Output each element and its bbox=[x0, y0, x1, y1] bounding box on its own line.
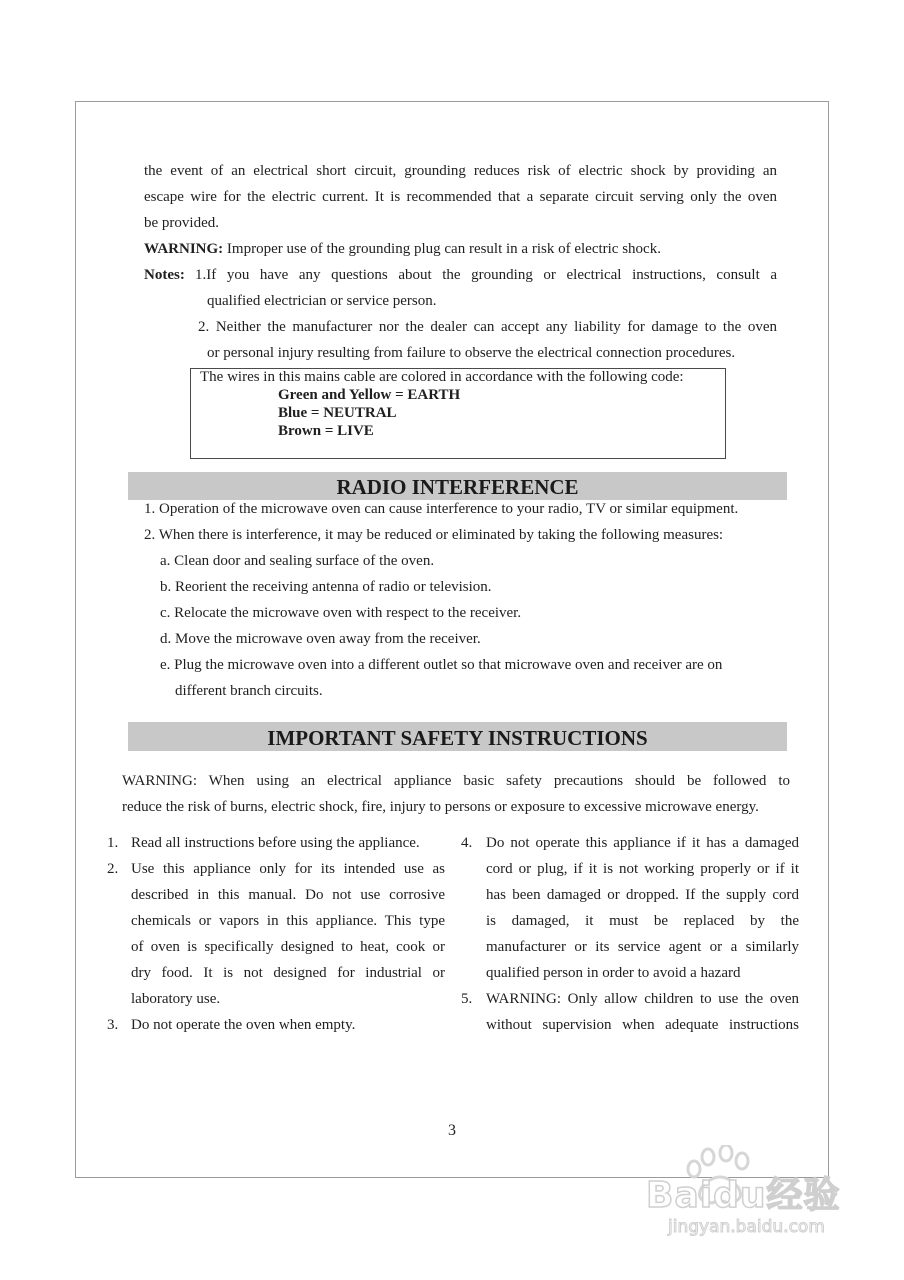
safety-instructions-heading: IMPORTANT SAFETY INSTRUCTIONS bbox=[128, 722, 787, 751]
grounding-line-2: escape wire for the electric current. It is recommended that a separate circuit serving only the oven bbox=[144, 189, 777, 205]
safety-item-1-line-1: Read all instructions before using the appliance. bbox=[131, 835, 420, 851]
note-2-line-1: 2. Neither the manufacturer nor the dealer can accept any liability for damage to the oven bbox=[198, 319, 777, 335]
safety-item-1-number: 1. bbox=[107, 835, 119, 851]
radio-measure-e-line-1: e. Plug the microwave oven into a different outlet so that microwave oven and receiver are on bbox=[160, 657, 723, 673]
radio-measure-c: c. Relocate the microwave oven with respect to the receiver. bbox=[160, 605, 522, 621]
safety-item-5-line-2: without supervision when adequate instructions bbox=[486, 1017, 799, 1033]
safety-item-5-number: 5. bbox=[461, 991, 473, 1007]
safety-item-4-line-1: Do not operate this appliance if it has a damaged bbox=[486, 835, 799, 851]
safety-item-4-line-6: qualified person in order to avoid a hazard bbox=[486, 965, 741, 981]
safety-item-4-number: 4. bbox=[461, 835, 473, 851]
safety-warning-line-1: WARNING: When using an electrical appliance basic safety precautions should be followed to bbox=[122, 773, 790, 789]
safety-item-2-line-5: dry food. It is not designed for industrial or bbox=[131, 965, 445, 981]
radio-interference-heading: RADIO INTERFERENCE bbox=[128, 472, 787, 500]
wire-code-intro: The wires in this mains cable are colored in accordance with the following code: bbox=[200, 369, 684, 385]
radio-measure-e-line-2: different branch circuits. bbox=[175, 683, 323, 699]
radio-measure-b: b. Reorient the receiving antenna of radio or television. bbox=[160, 579, 492, 595]
grounding-warning bbox=[144, 241, 661, 258]
watermark-brand: Baidu经验 bbox=[646, 1175, 841, 1216]
safety-item-2-line-3: chemicals or vapors in this appliance. This type bbox=[131, 913, 445, 929]
safety-item-4-line-2: cord or plug, if it is not working properly or if it bbox=[486, 861, 799, 877]
radio-measure-a: a. Clean door and sealing surface of the oven. bbox=[160, 553, 435, 569]
safety-item-2-number: 2. bbox=[107, 861, 119, 877]
grounding-line-3: be provided. bbox=[144, 215, 219, 231]
warning-text: Improper use of the grounding plug can result in a risk of electric shock. bbox=[226, 241, 661, 257]
note-1-line-1: 1.If you have any questions about the grounding or electrical instructions, consult a bbox=[195, 267, 777, 283]
radio-measure-d: d. Move the microwave oven away from the receiver. bbox=[160, 631, 481, 647]
note-1-line-2: qualified electrician or service person. bbox=[207, 293, 437, 309]
safety-item-2-line-6: laboratory use. bbox=[131, 991, 221, 1007]
safety-warning-line-2: reduce the risk of burns, electric shock, fire, injury to persons or exposure to excessive microwave energy. bbox=[122, 799, 759, 815]
wire-code-live: Brown = LIVE bbox=[278, 423, 374, 439]
safety-item-3-number: 3. bbox=[107, 1017, 119, 1033]
safety-item-2-line-4: of oven is specifically designed to heat, cook or bbox=[131, 939, 445, 955]
warning-label: WARNING: bbox=[144, 241, 224, 257]
radio-item-2: 2. When there is interference, it may be reduced or eliminated by taking the following measures: bbox=[144, 527, 724, 543]
watermark-url: jingyan.baidu.com bbox=[668, 1217, 825, 1237]
radio-item-1: 1. Operation of the microwave oven can cause interference to your radio, TV or similar equipment. bbox=[144, 501, 739, 517]
page-number: 3 bbox=[448, 1122, 456, 1139]
notes-label: Notes: bbox=[144, 267, 185, 283]
grounding-line-1: the event of an electrical short circuit, grounding reduces risk of electric shock by providing an bbox=[144, 163, 777, 179]
safety-item-2-line-2: described in this manual. Do not use corrosive bbox=[131, 887, 445, 903]
safety-item-3-line-1: Do not operate the oven when empty. bbox=[131, 1017, 356, 1033]
note-2-line-2: or personal injury resulting from failure to observe the electrical connection procedures. bbox=[207, 345, 736, 361]
safety-item-4-line-3: has been damaged or dropped. If the supply cord bbox=[486, 887, 799, 903]
wire-code-neutral: Blue = NEUTRAL bbox=[278, 405, 397, 421]
wire-code-earth: Green and Yellow = EARTH bbox=[278, 387, 461, 403]
safety-item-5-line-1: WARNING: Only allow children to use the oven bbox=[486, 991, 799, 1007]
wire-code-box bbox=[190, 368, 726, 459]
baidu-jingyan-watermark bbox=[628, 1145, 858, 1245]
safety-item-2-line-1: Use this appliance only for its intended use as bbox=[131, 861, 445, 877]
safety-item-4-line-4: is damaged, it must be replaced by the bbox=[486, 913, 799, 929]
safety-item-4-line-5: manufacturer or its service agent or a similarly bbox=[486, 939, 799, 955]
